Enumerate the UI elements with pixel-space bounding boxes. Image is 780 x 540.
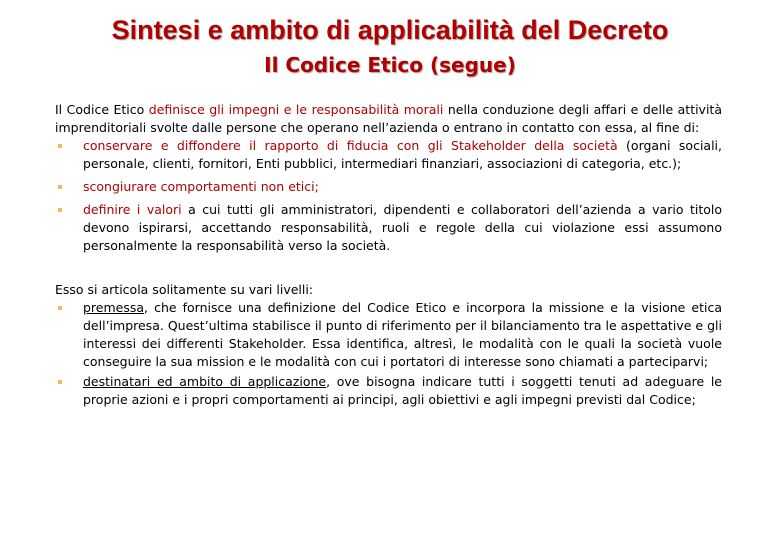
level-text: , che fornisce una definizione del Codice Etico e incorpora la missione e la visione etica dell’impresa. Quest’ultima stabilisce il punto di riferimento per il bilanciamento tra le aspettative e gli interessi dei differenti Stakeholder. Essa identifica, altresì, le modalità con le quali la società vuole conseguire la sua mission e le modalità con cui i portatori di interesse sono chiamati a parteciparvi;: [83, 300, 722, 369]
aim-item-3: [55, 201, 722, 255]
aim-emphasis: scongiurare comportamenti non etici;: [83, 179, 319, 194]
level-text: , ove bisogna indicare tutti i soggetti tenuti ad adeguare le proprie azioni e i propri comportamenti ai principi, agli obiettivi e agli impegni previsti dal Codice;: [83, 374, 722, 407]
slide-subtitle: Il Codice Etico (segue): [264, 53, 516, 77]
levels-list: [55, 299, 722, 409]
square-bullet-icon: [58, 208, 62, 212]
level-term: premessa: [83, 300, 145, 315]
level-item-2: [55, 373, 722, 409]
aim-emphasis: conservare e diffondere il rapporto di fiducia con gli Stakeholder della società: [83, 138, 618, 153]
intro-emphasis: definisce gli impegni e le responsabilità morali: [148, 102, 444, 117]
intro-rest: nella conduzione degli affari e delle attività imprenditoriali svolte dalle persone che operano nell’azienda o entrano in contatto con essa, al fine di:: [55, 102, 722, 135]
aim-text: (organi sociali, personale, clienti, fornitori, Enti pubblici, intermediari finanziari, associazioni di categoria, etc.);: [83, 138, 722, 171]
level-term: destinatari ed ambito di applicazione: [83, 374, 327, 389]
square-bullet-icon: [58, 306, 62, 310]
square-bullet-icon: [58, 380, 62, 384]
slide-body: [55, 101, 722, 409]
aims-list: [55, 137, 722, 255]
aim-emphasis: definire i valori: [83, 202, 182, 217]
square-bullet-icon: [58, 185, 62, 189]
level-item-1: [55, 299, 722, 371]
intro-paragraph: [55, 101, 722, 137]
aim-text: a cui tutti gli amministratori, dipendenti e collaboratori dell’azienda a vario titolo devono ispirarsi, accettando responsabilità, ruoli e regole della cui violazione essi assumono personalmente la responsabilità verso la società.: [83, 202, 722, 253]
aim-item-2: [55, 178, 722, 196]
levels-intro: Esso si articola solitamente su vari livelli:: [55, 282, 314, 297]
aim-item-1: [55, 137, 722, 173]
intro-lead: Il Codice Etico: [55, 102, 149, 117]
square-bullet-icon: [58, 144, 62, 148]
slide-title: Sintesi e ambito di applicabilità del Decreto: [111, 15, 669, 45]
